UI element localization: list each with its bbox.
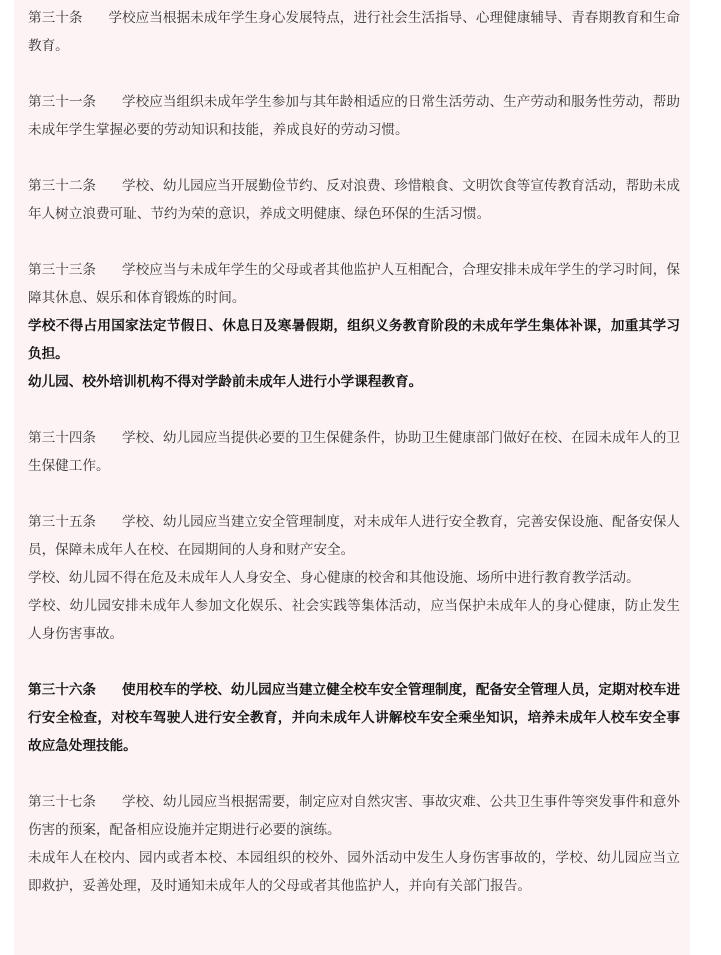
article-text: 学校应当根据未成年学生身心发展特点，进行社会生活指导、心理健康辅导、青春期教育和生命教育。 xyxy=(28,10,680,54)
article-32 xyxy=(28,172,690,228)
article-paragraph xyxy=(28,172,680,228)
article-36 xyxy=(28,676,690,760)
article-paragraph xyxy=(28,4,680,60)
article-paragraph: 学校、幼儿园安排未成年人参加文化娱乐、社会实践等集体活动，应当保护未成年人的身心健康，防止发生人身伤害事故。 xyxy=(28,598,680,642)
article-paragraph-bold: 幼儿园、校外培训机构不得对学龄前未成年人进行小学课程教育。 xyxy=(28,374,423,390)
article-text: 学校应当组织未成年学生参加与其年龄相适应的日常生活劳动、生产劳动和服务性劳动，帮助未成年学生掌握必要的劳动知识和技能，养成良好的劳动习惯。 xyxy=(28,94,680,138)
article-label: 第三十五条 xyxy=(28,514,97,530)
article-paragraph xyxy=(28,256,680,312)
article-label: 第三十二条 xyxy=(28,178,97,194)
article-31 xyxy=(28,88,690,144)
article-text: 使用校车的学校、幼儿园应当建立健全校车安全管理制度，配备安全管理人员，定期对校车进行安全检查，对校车驾驶人进行安全教育，并向未成年人讲解校车安全乘坐知识，培养未成年人校车安全事故应急处理技能。 xyxy=(28,682,680,754)
article-text: 学校、幼儿园应当建立安全管理制度，对未成年人进行安全教育，完善安保设施、配备安保人员，保障未成年人在校、在园期间的人身和财产安全。 xyxy=(28,514,680,558)
article-label: 第三十四条 xyxy=(28,430,97,446)
article-paragraph-bold xyxy=(28,676,680,760)
article-paragraph xyxy=(28,88,680,144)
article-text: 学校、幼儿园应当根据需要，制定应对自然灾害、事故灾难、公共卫生事件等突发事件和意外伤害的预案，配备相应设施并定期进行必要的演练。 xyxy=(28,794,680,838)
article-paragraph xyxy=(28,508,680,564)
document-panel xyxy=(14,0,690,955)
article-label: 第三十七条 xyxy=(28,794,97,810)
article-label: 第三十一条 xyxy=(28,94,97,110)
article-33 xyxy=(28,256,690,396)
article-30 xyxy=(28,4,690,60)
article-label: 第三十条 xyxy=(28,10,83,26)
article-37 xyxy=(28,788,690,900)
article-text: 学校、幼儿园应当开展勤俭节约、反对浪费、珍惜粮食、文明饮食等宣传教育活动，帮助未成年人树立浪费可耻、节约为荣的意识，养成文明健康、绿色环保的生活习惯。 xyxy=(28,178,680,222)
article-34 xyxy=(28,424,690,480)
article-text: 学校、幼儿园应当提供必要的卫生保健条件，协助卫生健康部门做好在校、在园未成年人的卫生保健工作。 xyxy=(28,430,680,474)
article-label: 第三十六条 xyxy=(28,682,97,698)
article-paragraph xyxy=(28,788,680,844)
article-paragraph: 学校、幼儿园不得在危及未成年人人身安全、身心健康的校舍和其他设施、场所中进行教育教学活动。 xyxy=(28,570,640,586)
article-35 xyxy=(28,508,690,648)
article-label: 第三十三条 xyxy=(28,262,97,278)
article-paragraph xyxy=(28,424,680,480)
article-text: 学校应当与未成年学生的父母或者其他监护人互相配合，合理安排未成年学生的学习时间，保障其休息、娱乐和体育锻炼的时间。 xyxy=(28,262,680,306)
article-paragraph: 未成年人在校内、园内或者本校、本园组织的校外、园外活动中发生人身伤害事故的，学校、幼儿园应当立即救护，妥善处理，及时通知未成年人的父母或者其他监护人，并向有关部门报告。 xyxy=(28,850,680,894)
article-paragraph-bold: 学校不得占用国家法定节假日、休息日及寒暑假期，组织义务教育阶段的未成年学生集体补课，加重其学习负担。 xyxy=(28,318,680,362)
